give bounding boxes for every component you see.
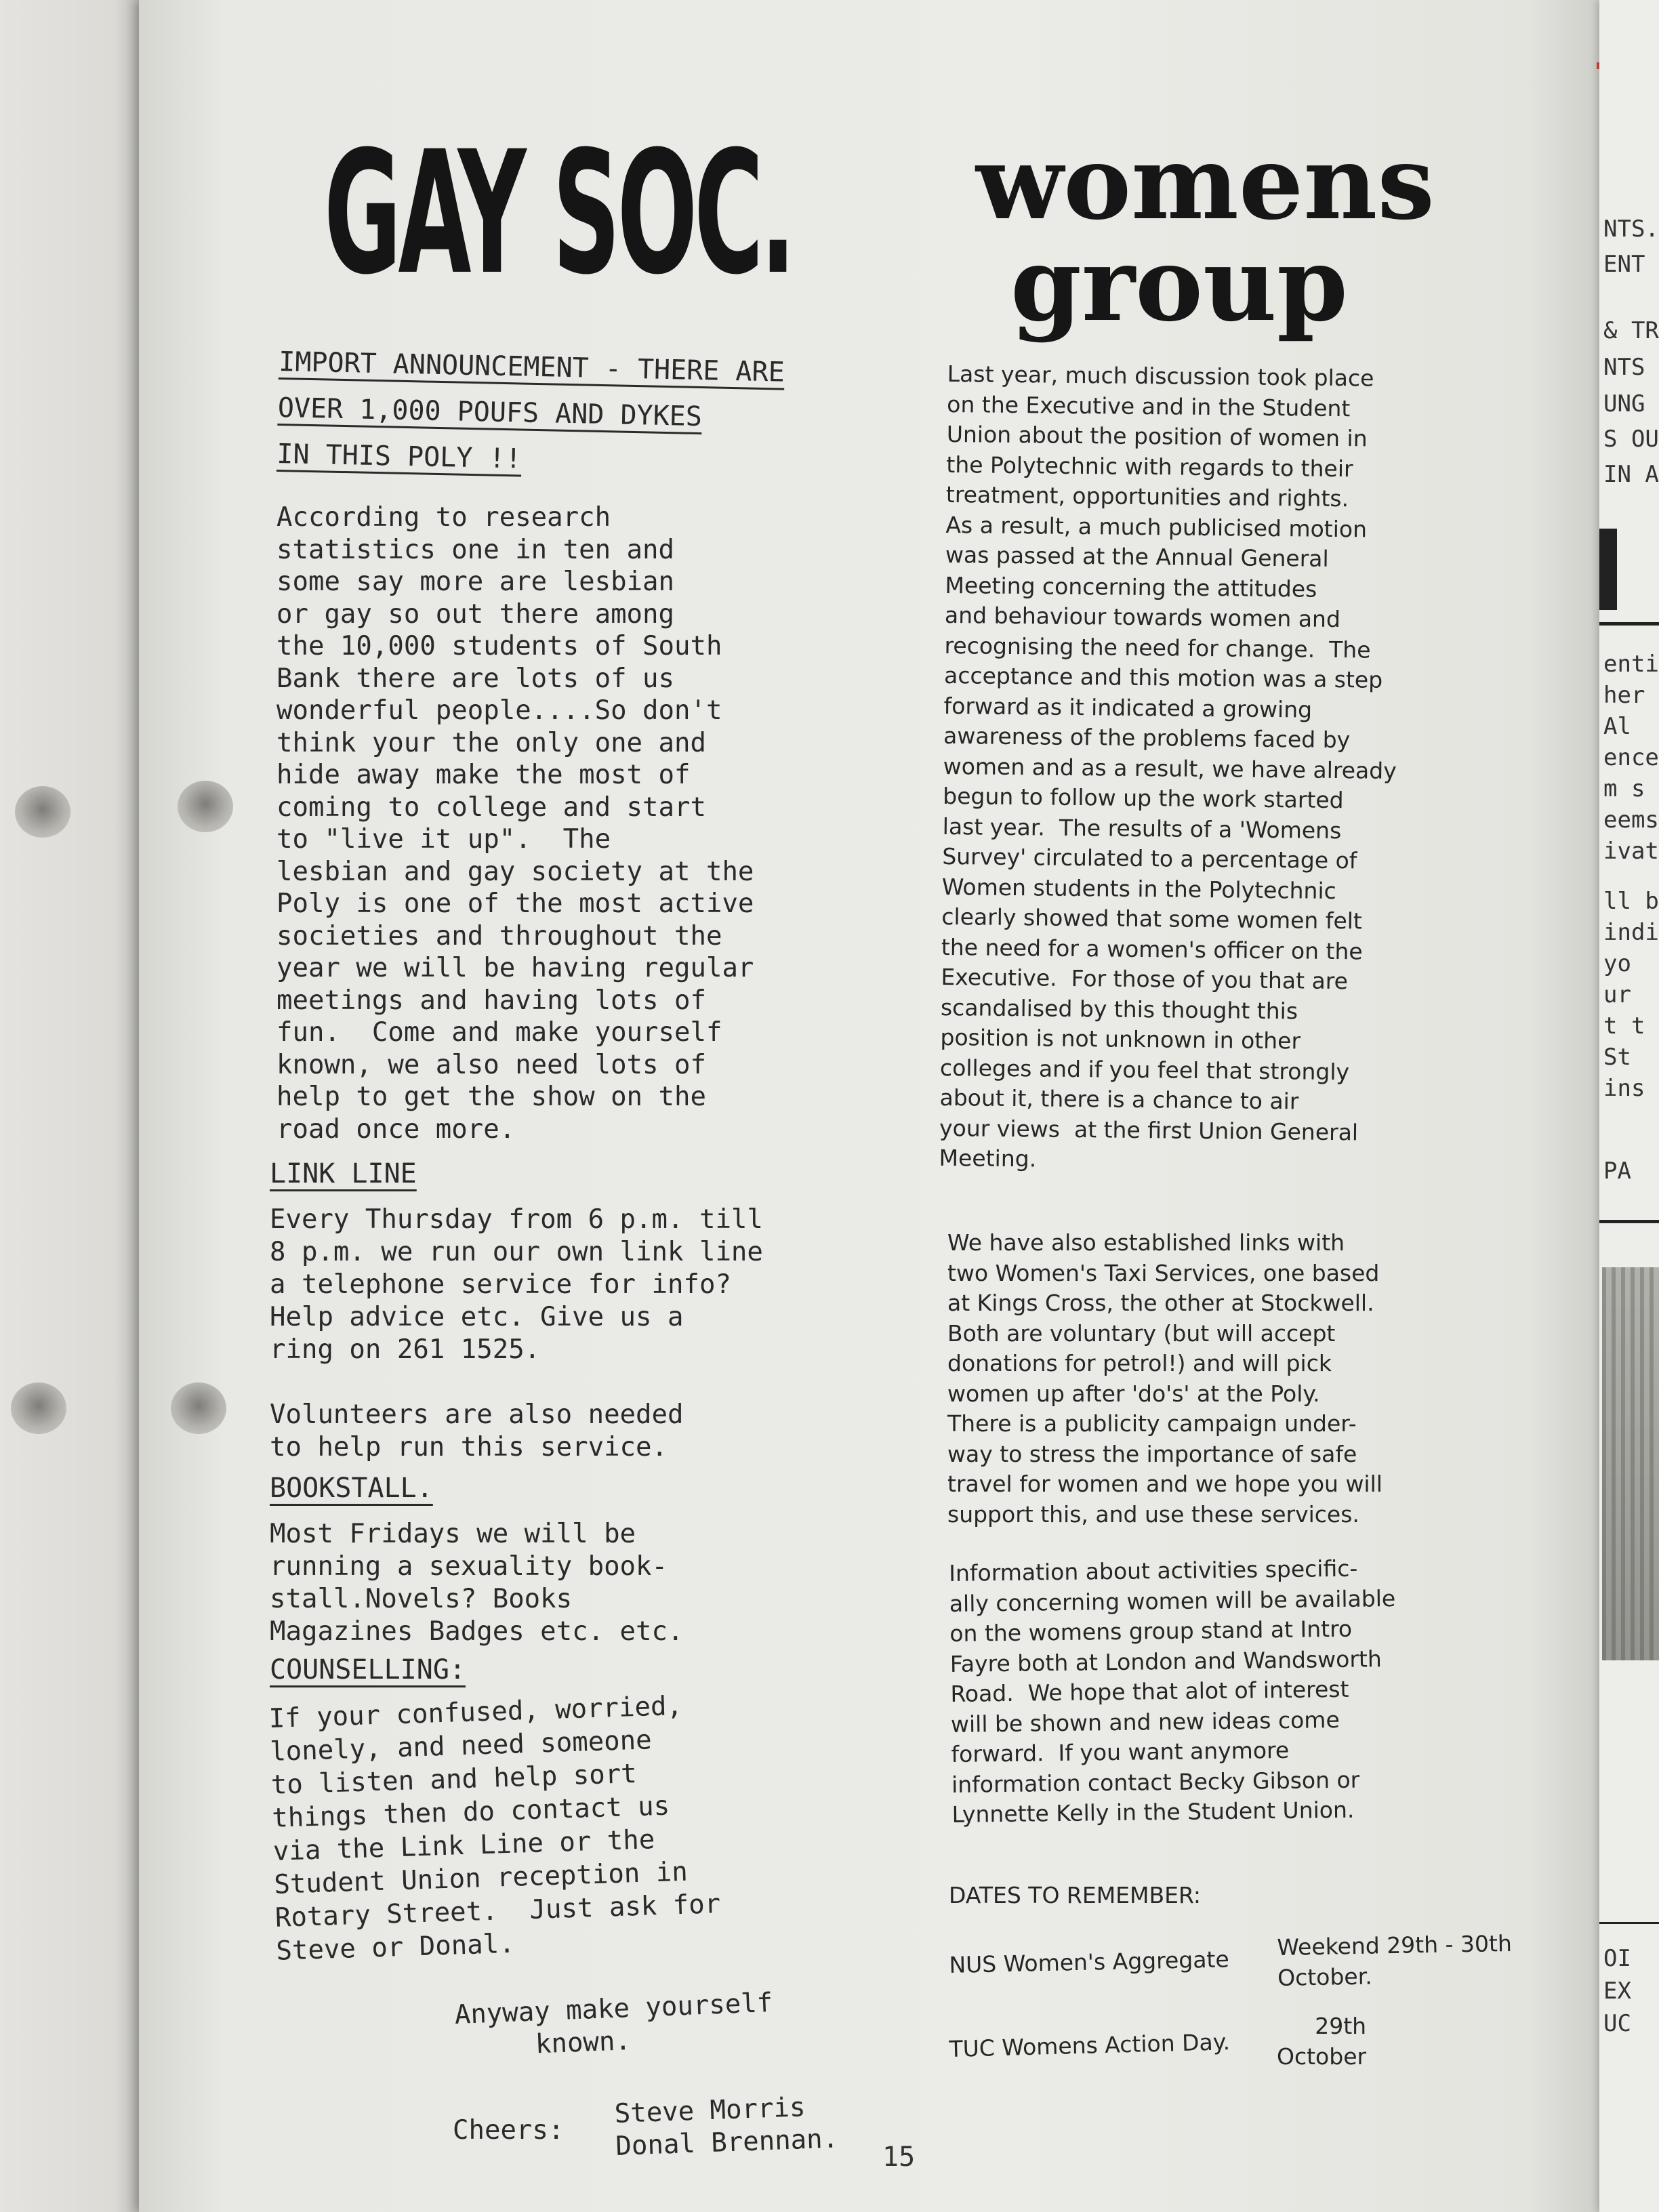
next-page-fragment: m s	[1603, 775, 1645, 802]
next-page-fragment: ence	[1603, 744, 1659, 771]
counselling-heading: COUNSELLING:	[270, 1654, 466, 1685]
punch-hole	[11, 1382, 66, 1434]
next-page-rule	[1599, 1220, 1659, 1223]
next-page-fragment: yo	[1603, 950, 1631, 977]
next-page-fragment: ur	[1603, 981, 1631, 1008]
page-number: 15	[882, 2142, 916, 2173]
bookstall-text: Most Fridays we will be running a sexuality book- stall.Novels? Books Magazines Badges etc. etc.	[270, 1519, 684, 1647]
event-1-name: NUS Women's Aggregate	[949, 1946, 1230, 1978]
gay-soc-intro: According to research statistics one in ten and some say more are lesbian or gay so out there among the 10,000 students of South Bank there are lots of us wonderful people....So don't think your the only one and hide away make the most of coming to college and start to "live it up". The lesbian and gay society at the Poly is one of the most active societies and throughout the year we will be having regular meetings and having lots of fun. Come and make yourself known, we also need lots of help to get the show on the road once more.	[276, 502, 754, 1145]
punch-hole	[15, 786, 70, 838]
next-page-fragment: ll b	[1603, 888, 1659, 915]
womens-group-para-2: We have also established links with two Women's Taxi Services, one based at Kings Cross, the other at Stockwell. Both are voluntary (but will accept donations for petrol!) and will pick women up after 'do's' at the Poly. There is a publicity campaign under- way to stress the importance of safe travel for women and we hope you will support this, and use these services.	[947, 1229, 1382, 1528]
next-page-rule	[1599, 622, 1659, 626]
event-2-date: 29th October	[1277, 2013, 1367, 2070]
counselling-text: If your confused, worried, lonely, and need someone to listen and help sort things then do contact us via the Link Line or the Student Union reception in Rotary Street. Just ask for Steve or Donal.	[268, 1690, 721, 1967]
next-page-edge	[1599, 0, 1659, 2212]
cheers-label: Cheers:	[453, 2115, 565, 2146]
next-page-fragment: EX	[1603, 1978, 1631, 2005]
next-page-fragment: eems	[1603, 806, 1659, 834]
gay-soc-title: GAY SOC.	[324, 115, 793, 312]
next-page-fragment: her	[1603, 682, 1645, 709]
gay-soc-announcement: IMPORT ANNOUNCEMENT - THERE ARE OVER 1,000 POUFS AND DYKES IN THIS POLY !!	[276, 346, 785, 475]
womens-group-title	[976, 123, 1435, 344]
next-page-fragment: St	[1603, 1044, 1631, 1071]
next-page-fragment: UC	[1603, 2010, 1631, 2037]
punch-hole	[171, 1382, 226, 1434]
womens-group-para-3: Information about activities specific- ally concerning women will be available on the womens group stand at Intro Fayre both at London and Wandsworth Road. We hope that alot of interest will be shown and new ideas come forward. If you want anymore information contact Becky Gibson or Lynnette Kelly in the Student Union.	[949, 1555, 1396, 1828]
next-page-fragment: ENT	[1603, 251, 1645, 278]
event-2-name: TUC Womens Action Day.	[949, 2028, 1231, 2062]
next-page-heading-block	[1599, 529, 1617, 610]
punch-hole	[178, 781, 233, 832]
bookstall-heading: BOOKSTALL.	[270, 1473, 433, 1504]
next-page-fragment: UNG	[1603, 390, 1645, 417]
womens-group-title-text: womens group	[976, 123, 1435, 344]
next-page-rule	[1599, 1922, 1659, 1924]
next-page-fragment: indi	[1603, 919, 1659, 946]
event-1-date: Weekend 29th - 30th October.	[1277, 1929, 1513, 1991]
next-page-fragment: S OU	[1603, 426, 1659, 453]
next-page-fragment: PA	[1603, 1158, 1631, 1185]
dates-heading: DATES TO REMEMBER:	[949, 1882, 1202, 1908]
next-page-fragment: ins	[1603, 1075, 1645, 1102]
next-page-fragment: NTS.	[1603, 216, 1659, 243]
next-page-fragment: OI	[1603, 1945, 1631, 1972]
next-page-fragment: enti	[1603, 651, 1659, 678]
link-line-heading: LINK LINE	[270, 1158, 417, 1189]
gay-soc-closing: Anyway make yourself known.	[454, 1987, 774, 2063]
signatures: Steve Morris Donal Brennan.	[614, 2092, 839, 2162]
womens-group-para-1: Last year, much discussion took place on the Executive and in the Student Union about the position of women in the Polytechnic with regards to their treatment, opportunities and rights. As a result, a much publicised motion was passed at the Annual General Meeting concerning the attitudes and behaviour towards women and recognising the need for change. The acceptance and this motion was a step forward as it indicated a growing awareness of the problems faced by women and as a result, we have already begun to follow up the work started last year. The results of a 'Womens Survey' circulated to a percentage of Women students in the Polytechnic clearly showed that some women felt the need for a women's officer on the Executive. For those of you that are scandalised by this thought this position is not unknown in other colleges and if you feel that strongly about it, there is a chance to air your views at the first Union General Meeting.	[939, 360, 1397, 1172]
next-page-fragment: & TR	[1603, 317, 1659, 344]
previous-page-edge	[0, 0, 142, 2212]
next-page-fragment: ivat	[1603, 838, 1659, 865]
next-page-fragment: Al	[1603, 713, 1631, 740]
next-page-fragment: NTS	[1603, 354, 1645, 381]
next-page-fragment: t t	[1603, 1012, 1645, 1040]
next-page-fragment: IN A	[1603, 461, 1659, 488]
link-line-text: Every Thursday from 6 p.m. till 8 p.m. we run our own link line a telephone service for info? Help advice etc. Give us a ring on 261 1525. Volunteers are also needed to help run this service.	[270, 1204, 763, 1462]
next-page-photo	[1602, 1267, 1659, 1660]
